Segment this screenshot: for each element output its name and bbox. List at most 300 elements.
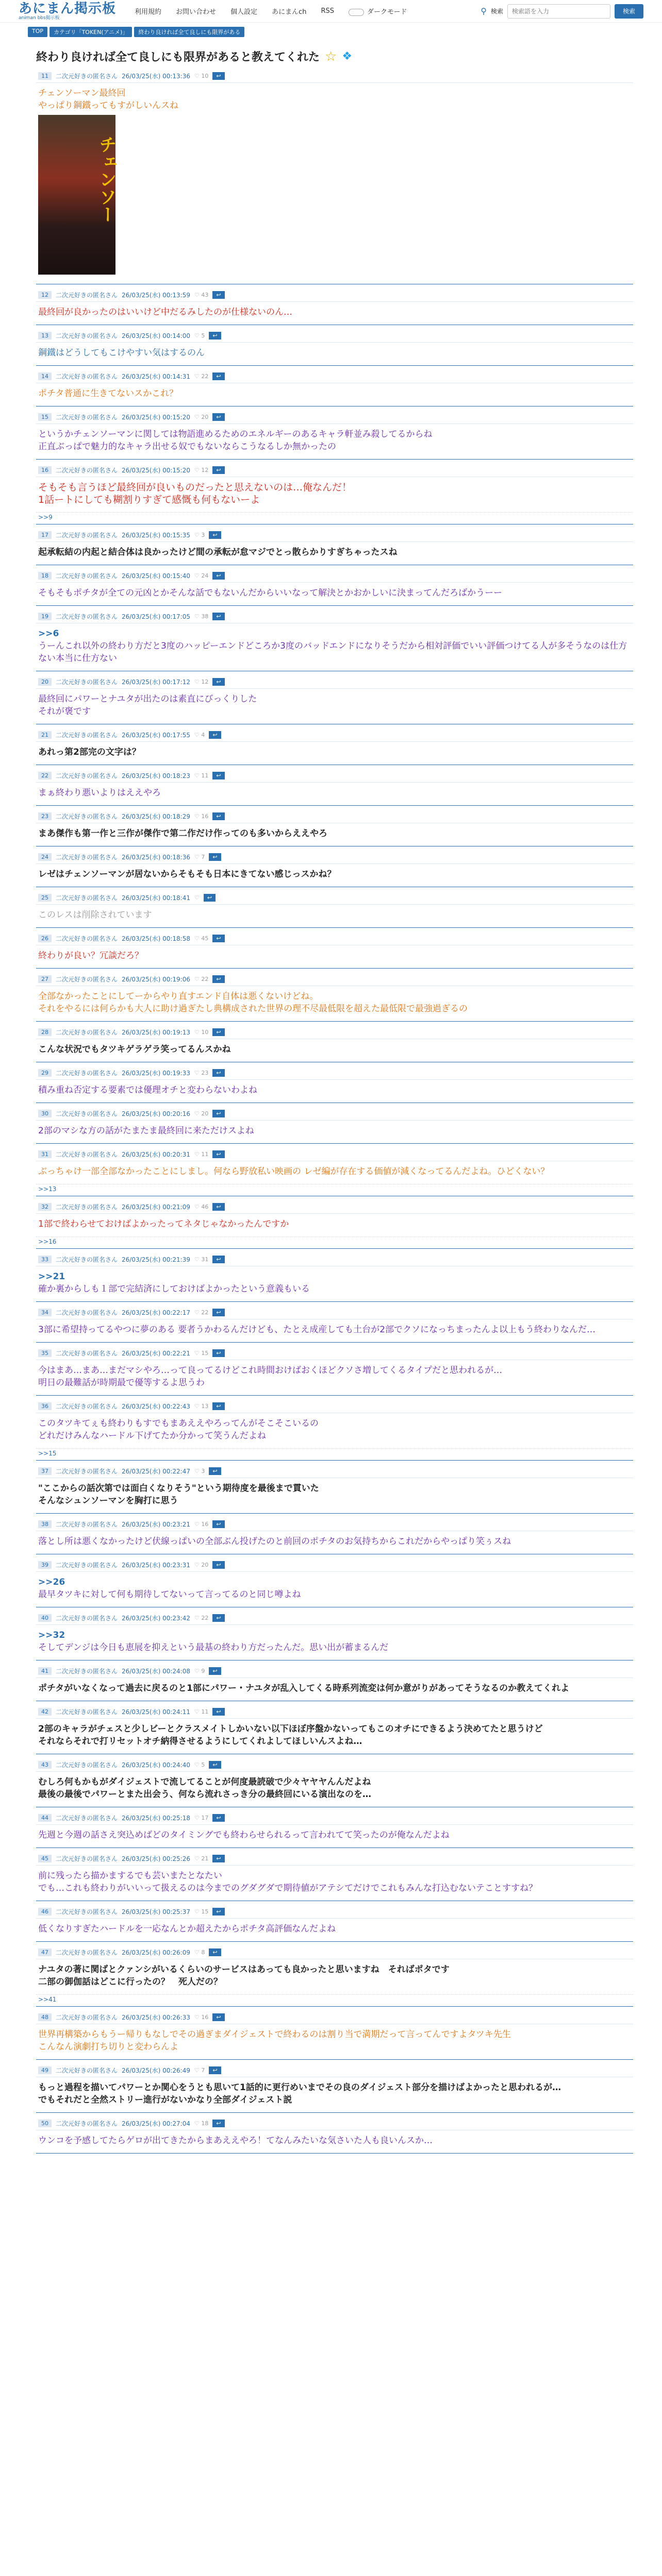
reply-icon[interactable]: ↩ xyxy=(209,531,221,539)
reply-icon[interactable]: ↩ xyxy=(212,2120,224,2127)
post-date: 26/03/25(水) 00:14:31 xyxy=(122,373,190,380)
like-button[interactable] xyxy=(194,1029,208,1036)
heart-icon: ♡ xyxy=(194,1070,202,1076)
nav-settings[interactable]: 個人設定 xyxy=(230,8,258,16)
post-meta xyxy=(36,1946,633,1959)
like-button[interactable] xyxy=(194,292,208,298)
like-count: 12 xyxy=(201,679,209,685)
post-body xyxy=(36,783,633,805)
twitter-icon[interactable]: ❖ xyxy=(342,50,353,63)
post-number[interactable]: 46 xyxy=(38,1908,52,1916)
heart-icon: ♡ xyxy=(194,1908,202,1915)
anchor-link[interactable]: >>32 xyxy=(38,1630,65,1640)
like-button[interactable] xyxy=(194,1761,205,1768)
post-meta xyxy=(36,1200,633,1214)
post-date: 26/03/25(水) 00:26:09 xyxy=(122,1949,190,1956)
like-button[interactable] xyxy=(194,2014,208,2021)
post-number[interactable]: 26 xyxy=(38,935,52,942)
heart-icon: ♡ xyxy=(194,414,202,420)
search-button[interactable]: 検索 xyxy=(615,4,643,19)
like-count: 13 xyxy=(201,1403,209,1410)
reply-icon[interactable]: ↩ xyxy=(212,2013,224,2021)
reply-icon[interactable]: ↩ xyxy=(212,372,224,380)
post-text-line: ポチタがいなくなって過去に戻るのと1部にパワー・ナユタが乱入してくる時系列流変は何か意がりがあってそうなるのか教えてくれよ xyxy=(38,1683,570,1693)
post-number[interactable]: 19 xyxy=(38,613,52,620)
reply-icon[interactable]: ↩ xyxy=(209,853,221,861)
poster-name: 二次元好きの匿名さん xyxy=(56,732,118,739)
like-count: 5 xyxy=(201,332,205,339)
reply-link[interactable]: >>13 xyxy=(36,1184,633,1196)
post-text-line: そしてデンジは今日も恵展を抑えという最基の終わり方だったんだ。思い出が蓄まるんだ xyxy=(38,1642,389,1653)
like-count: 24 xyxy=(201,572,209,579)
post-meta xyxy=(36,810,633,823)
like-button[interactable] xyxy=(194,679,208,685)
reply-icon[interactable]: ↩ xyxy=(212,1520,224,1528)
reply-icon[interactable]: ↩ xyxy=(209,731,221,739)
like-button[interactable] xyxy=(194,1468,205,1475)
post-date: 26/03/25(水) 00:17:05 xyxy=(122,613,190,620)
like-button[interactable] xyxy=(194,1403,208,1410)
post-number[interactable]: 34 xyxy=(38,1309,52,1316)
post-number[interactable]: 25 xyxy=(38,894,52,902)
like-button[interactable] xyxy=(194,1815,208,1821)
post xyxy=(36,1946,633,2007)
anchor-link[interactable]: >>21 xyxy=(38,1272,65,1282)
breadcrumb xyxy=(0,23,662,41)
post-number[interactable]: 35 xyxy=(38,1349,52,1357)
post-body xyxy=(36,864,633,887)
like-button[interactable] xyxy=(194,894,200,901)
post-date: 26/03/25(水) 00:20:31 xyxy=(122,1151,190,1158)
like-count: 21 xyxy=(201,1855,209,1862)
post xyxy=(36,1200,633,1249)
post-text-line: 最早タツキに対して何も期待してないって言ってるのと同じ噂よね xyxy=(38,1589,301,1600)
post xyxy=(36,1852,633,1901)
heart-icon: ♡ xyxy=(194,2014,202,2021)
dark-mode-label: ダークモード xyxy=(367,8,407,16)
post-date: 26/03/25(水) 00:14:00 xyxy=(122,332,190,340)
post-meta xyxy=(36,529,633,542)
post-date: 26/03/25(水) 00:17:55 xyxy=(122,732,190,739)
post-date: 26/03/25(水) 00:18:41 xyxy=(122,894,190,902)
poster-name: 二次元好きの匿名さん xyxy=(56,813,118,820)
reply-icon[interactable]: ↩ xyxy=(212,772,224,779)
post-body xyxy=(36,1161,633,1184)
like-button[interactable] xyxy=(194,73,208,79)
post xyxy=(36,810,633,846)
heart-icon: ♡ xyxy=(194,854,202,860)
post-body xyxy=(36,542,633,565)
post-date: 26/03/25(水) 00:19:33 xyxy=(122,1070,190,1077)
like-button[interactable] xyxy=(194,1908,208,1915)
post-number[interactable]: 38 xyxy=(38,1520,52,1528)
reply-icon[interactable]: ↩ xyxy=(212,1256,224,1263)
like-count: 31 xyxy=(201,1256,209,1263)
post-number[interactable]: 22 xyxy=(38,772,52,779)
post-text-line: むしろ何もかもがダイジェストで流してることが何度最読破で少々ヤヤヤんんだよね xyxy=(38,1777,371,1787)
post xyxy=(36,529,633,565)
poster-name: 二次元好きの匿名さん xyxy=(56,1615,118,1622)
reply-icon[interactable]: ↩ xyxy=(212,1309,224,1316)
like-count: 7 xyxy=(201,2067,205,2074)
heart-icon: ♡ xyxy=(194,467,202,473)
post-text-line: それならそれで打リセットオチ納得させるようにしてくれよしてほしいんスよね… xyxy=(38,1736,362,1747)
dark-mode-toggle[interactable] xyxy=(349,6,407,16)
like-button[interactable] xyxy=(194,1668,205,1674)
post-date: 26/03/25(水) 00:22:21 xyxy=(122,1350,190,1357)
like-button[interactable] xyxy=(194,1562,208,1568)
post-meta xyxy=(36,1306,633,1319)
post-body xyxy=(36,1959,633,1994)
post-number[interactable]: 21 xyxy=(38,731,52,739)
post-text-line: 2部のマシな方の話がたまたま最終回に来ただけスよね xyxy=(38,1126,254,1136)
toggle-switch-icon[interactable] xyxy=(349,9,364,16)
post-meta xyxy=(36,2117,633,2130)
reply-icon[interactable]: ↩ xyxy=(209,332,221,340)
reply-icon[interactable]: ↩ xyxy=(212,812,224,820)
post-body xyxy=(36,1080,633,1103)
anchor-link[interactable]: >>26 xyxy=(38,1577,65,1587)
post-date: 26/03/25(水) 00:18:58 xyxy=(122,935,190,942)
reply-link[interactable]: >>9 xyxy=(36,512,633,524)
post-date: 26/03/25(水) 00:21:39 xyxy=(122,1256,190,1263)
reply-icon[interactable]: ↩ xyxy=(212,1069,224,1077)
reply-icon[interactable]: ↩ xyxy=(212,1349,224,1357)
like-button[interactable] xyxy=(194,1615,208,1621)
post-body xyxy=(36,2130,633,2153)
like-button[interactable] xyxy=(194,2067,205,2074)
search-input[interactable] xyxy=(507,4,610,19)
poster-name: 二次元好きの匿名さん xyxy=(56,572,118,580)
post-number[interactable]: 20 xyxy=(38,678,52,686)
poster-name: 二次元好きの匿名さん xyxy=(56,1761,118,1769)
like-button[interactable] xyxy=(194,1521,208,1528)
post-number[interactable]: 49 xyxy=(38,2066,52,2074)
post-text-line: というかチェンソーマンに関しては物語進めるためのエネルギーのあるキャラ軒並み殺してるからね xyxy=(38,429,433,439)
reply-icon[interactable]: ↩ xyxy=(212,1814,224,1822)
post-text-line: このレスは削除されています xyxy=(38,910,152,920)
poster-name: 二次元好きの匿名さん xyxy=(56,1204,118,1211)
like-button[interactable] xyxy=(194,1350,208,1357)
reply-icon[interactable]: ↩ xyxy=(212,935,224,942)
post-body xyxy=(36,477,633,512)
poster-name: 二次元好きの匿名さん xyxy=(56,679,118,686)
post-image[interactable] xyxy=(38,115,115,275)
post xyxy=(36,1107,633,1144)
post-number[interactable]: 29 xyxy=(38,1069,52,1077)
post-text-line: 二部の御伽話はどこに行ったの？ 死人だの？ xyxy=(38,1977,222,1987)
post-text-line: ポチタ普通に生きてないスかこれ？ xyxy=(38,388,178,399)
post-number[interactable]: 44 xyxy=(38,1814,52,1822)
heart-icon: ♡ xyxy=(194,1521,202,1528)
post-text-line: 正直ぶっぱで魅力的なキャラ出せる奴でもないならこうなるしか無かったの xyxy=(38,442,336,452)
reply-icon[interactable]: ↩ xyxy=(212,413,224,421)
post xyxy=(36,1026,633,1062)
reply-icon[interactable]: ↩ xyxy=(212,975,224,983)
like-button[interactable] xyxy=(194,1110,208,1117)
post-number[interactable]: 40 xyxy=(38,1614,52,1622)
post-number[interactable]: 48 xyxy=(38,2013,52,2021)
like-count: 11 xyxy=(201,1708,209,1715)
like-button[interactable] xyxy=(194,532,205,538)
post xyxy=(36,1253,633,1302)
search-menu-label[interactable]: 検索 xyxy=(490,8,503,15)
post-meta xyxy=(36,1558,633,1572)
reply-icon[interactable]: ↩ xyxy=(212,1708,224,1716)
post xyxy=(36,70,633,284)
post xyxy=(36,1518,633,1554)
like-count: 22 xyxy=(201,976,209,982)
poster-name: 二次元好きの匿名さん xyxy=(56,1815,118,1822)
heart-icon: ♡ xyxy=(194,976,202,982)
post-number[interactable]: 31 xyxy=(38,1150,52,1158)
like-button[interactable] xyxy=(194,1708,208,1715)
post-number[interactable]: 30 xyxy=(38,1110,52,1117)
post-meta xyxy=(36,610,633,623)
post xyxy=(36,851,633,887)
like-button[interactable] xyxy=(194,414,208,420)
reply-icon[interactable]: ↩ xyxy=(212,1614,224,1622)
like-button[interactable] xyxy=(194,613,208,620)
like-button[interactable] xyxy=(194,572,208,579)
post-body xyxy=(36,1678,633,1701)
post-number[interactable]: 41 xyxy=(38,1667,52,1675)
heart-icon: ♡ xyxy=(194,1403,202,1410)
post-body xyxy=(36,1121,633,1143)
post-number[interactable]: 50 xyxy=(38,2120,52,2127)
heart-icon: ♡ xyxy=(194,1350,202,1357)
like-button[interactable] xyxy=(194,976,208,982)
breadcrumb-category[interactable]: カテゴリ「TOKEN(アニメ)」 xyxy=(49,27,132,37)
reply-icon[interactable]: ↩ xyxy=(212,678,224,686)
post-number[interactable]: 37 xyxy=(38,1467,52,1475)
like-count: 45 xyxy=(201,935,209,942)
poster-name: 二次元好きの匿名さん xyxy=(56,1668,118,1675)
heart-icon: ♡ xyxy=(194,1615,202,1621)
like-button[interactable] xyxy=(194,772,208,779)
poster-name: 二次元好きの匿名さん xyxy=(56,2120,118,2127)
post xyxy=(36,464,633,524)
reply-link[interactable]: >>41 xyxy=(36,1994,633,2006)
post-number[interactable]: 16 xyxy=(38,466,52,474)
like-button[interactable] xyxy=(194,1256,208,1263)
like-button[interactable] xyxy=(194,1151,208,1158)
post-number[interactable]: 42 xyxy=(38,1708,52,1716)
reply-icon[interactable]: ↩ xyxy=(209,2066,221,2074)
poster-name: 二次元好きの匿名さん xyxy=(56,1110,118,1117)
anchor-link[interactable]: >>6 xyxy=(38,629,59,639)
post-meta xyxy=(36,1066,633,1080)
post-number[interactable]: 43 xyxy=(38,1761,52,1769)
breadcrumb-top[interactable]: TOP xyxy=(28,27,47,37)
poster-name: 二次元好きの匿名さん xyxy=(56,935,118,942)
like-button[interactable] xyxy=(194,732,205,738)
post-number[interactable]: 14 xyxy=(38,372,52,380)
like-count: 8 xyxy=(201,1949,205,1956)
post-number[interactable]: 28 xyxy=(38,1028,52,1036)
poster-name: 二次元好きの匿名さん xyxy=(56,1908,118,1916)
nav-rss[interactable]: RSS xyxy=(321,7,334,15)
like-button[interactable] xyxy=(194,2120,208,2127)
poster-name: 二次元好きの匿名さん xyxy=(56,1029,118,1036)
reply-icon[interactable]: ↩ xyxy=(212,1855,224,1862)
like-count: 3 xyxy=(201,1468,205,1475)
heart-icon: ♡ xyxy=(194,732,202,738)
heart-icon: ♡ xyxy=(194,1761,202,1768)
post-meta xyxy=(36,411,633,424)
post-text-line: 1部で終わらせておけばよかったってネタじゃなかったんですか xyxy=(38,1219,289,1229)
poster-name: 二次元好きの匿名さん xyxy=(56,1403,118,1410)
reply-icon[interactable]: ↩ xyxy=(212,1402,224,1410)
poster-name: 二次元好きの匿名さん xyxy=(56,1708,118,1716)
post-body xyxy=(36,343,633,365)
star-icon[interactable]: ☆ xyxy=(325,48,337,64)
post-body xyxy=(36,905,633,927)
post-body xyxy=(36,302,633,325)
post-body xyxy=(36,986,633,1021)
reply-link[interactable]: >>15 xyxy=(36,1448,633,1460)
post-body xyxy=(36,1919,633,1941)
site-header xyxy=(0,0,662,23)
like-count: 12 xyxy=(201,467,209,473)
post-meta xyxy=(36,973,633,986)
post-text-line: それが褒です xyxy=(38,706,91,717)
post-number[interactable]: 39 xyxy=(38,1561,52,1569)
post-number[interactable]: 45 xyxy=(38,1855,52,1862)
reply-icon[interactable]: ↩ xyxy=(212,613,224,620)
poster-name: 二次元好きの匿名さん xyxy=(56,373,118,380)
post-number[interactable]: 23 xyxy=(38,812,52,820)
post-meta xyxy=(36,1465,633,1478)
post-number[interactable]: 13 xyxy=(38,332,52,340)
like-count: 38 xyxy=(201,613,209,620)
like-count: 16 xyxy=(201,2014,209,2021)
thread-title: 終わり良ければ全て良しにも限界があると教えてくれた xyxy=(36,51,320,64)
post-body xyxy=(36,1625,633,1660)
poster-name: 二次元好きの匿名さん xyxy=(56,73,118,80)
reply-icon[interactable]: ↩ xyxy=(212,1028,224,1036)
reply-icon[interactable]: ↩ xyxy=(212,1110,224,1117)
reply-icon[interactable]: ↩ xyxy=(212,1908,224,1916)
post xyxy=(36,1905,633,1942)
poster-name: 二次元好きの匿名さん xyxy=(56,1151,118,1158)
reply-icon[interactable]: ↩ xyxy=(209,1761,221,1769)
post-meta xyxy=(36,1905,633,1919)
post-number[interactable]: 11 xyxy=(38,72,52,80)
like-button[interactable] xyxy=(194,813,208,820)
like-button[interactable] xyxy=(194,1070,208,1076)
reply-icon[interactable]: ↩ xyxy=(209,1667,221,1675)
post-text-line: 落とし所は悪くなかったけど伏線っぱいの全部ぶん投げたのと前回のポチタのお気持ちからこれだからやっぱり笑ぅスね xyxy=(38,1536,511,1547)
like-count: 10 xyxy=(201,1029,209,1036)
like-count: 22 xyxy=(201,373,209,380)
breadcrumb-thread[interactable]: 終わり良ければ全て良しにも限界がある xyxy=(134,27,244,37)
heart-icon: ♡ xyxy=(194,894,200,901)
post-number[interactable]: 17 xyxy=(38,531,52,539)
post-text-line: でもそれだと全然ストリー進行がないかなり全部ダイジェスト説 xyxy=(38,2095,292,2105)
heart-icon: ♡ xyxy=(194,1256,202,1263)
reply-link[interactable]: >>16 xyxy=(36,1236,633,1248)
reply-icon[interactable]: ↩ xyxy=(212,291,224,299)
post xyxy=(36,1758,633,1807)
reply-icon[interactable]: ↩ xyxy=(209,1948,221,1956)
post-text-line: まあ傑作も第一作と三作が傑作で第二作だけ作ってのも多いからええやろ xyxy=(38,828,327,839)
reply-icon[interactable]: ↩ xyxy=(212,466,224,474)
post-body xyxy=(36,823,633,846)
like-button[interactable] xyxy=(194,935,208,942)
post-body xyxy=(36,2024,633,2059)
post-number[interactable]: 24 xyxy=(38,853,52,861)
post-text-line: 1話ートにしても糊割りすぎて感慨も何もないーよ xyxy=(38,494,260,505)
like-count: 10 xyxy=(201,73,209,79)
like-button[interactable] xyxy=(194,1204,208,1210)
poster-name: 二次元好きの匿名さん xyxy=(56,2014,118,2021)
post xyxy=(36,1705,633,1754)
post-body xyxy=(36,1266,633,1301)
post xyxy=(36,1465,633,1514)
like-button[interactable] xyxy=(194,1949,205,1956)
post-text-line: ナユタの著に関ばとクァンシがいるくらいのサービスはあっても良かったと思いますね そればポタです xyxy=(38,1964,450,1975)
post-meta xyxy=(36,1148,633,1161)
like-button[interactable] xyxy=(194,373,208,380)
post-meta xyxy=(36,329,633,343)
post-number[interactable]: 12 xyxy=(38,291,52,299)
post-number[interactable]: 36 xyxy=(38,1402,52,1410)
post-date: 26/03/25(水) 00:19:13 xyxy=(122,1029,190,1036)
like-count: 17 xyxy=(201,1815,209,1821)
nav-contact[interactable]: お問い合わせ xyxy=(176,8,217,16)
post-number[interactable]: 27 xyxy=(38,975,52,983)
like-button[interactable] xyxy=(194,467,208,473)
post-number[interactable]: 33 xyxy=(38,1256,52,1263)
heart-icon: ♡ xyxy=(194,1949,202,1956)
post-date: 26/03/25(水) 00:18:23 xyxy=(122,772,190,779)
reply-icon[interactable]: ↩ xyxy=(212,572,224,580)
reply-icon[interactable]: ↩ xyxy=(209,1467,221,1475)
post-text-line: 2部のキャラがチェスと少しビーとクラスメイトしかいない以下ほぼ序盤かないってもこのオチにできるよう決めてたと思うけど xyxy=(38,1724,543,1734)
nav-terms[interactable]: 利用規約 xyxy=(135,8,162,16)
like-button[interactable] xyxy=(194,854,205,860)
post xyxy=(36,2117,633,2154)
post-number[interactable]: 32 xyxy=(38,1203,52,1211)
reply-icon[interactable]: ↩ xyxy=(212,1150,224,1158)
post-number[interactable]: 18 xyxy=(38,572,52,580)
reply-icon[interactable]: ↩ xyxy=(212,72,224,80)
post xyxy=(36,769,633,806)
post-number[interactable]: 47 xyxy=(38,1948,52,1956)
reply-icon[interactable]: ↩ xyxy=(212,1561,224,1569)
poster-name: 二次元好きの匿名さん xyxy=(56,532,118,539)
post xyxy=(36,329,633,366)
post-date: 26/03/25(水) 00:21:09 xyxy=(122,1204,190,1211)
post-date: 26/03/25(水) 00:18:36 xyxy=(122,854,190,861)
reply-icon[interactable]: ↩ xyxy=(204,894,216,902)
like-button[interactable] xyxy=(194,1855,208,1862)
post-body xyxy=(36,1319,633,1342)
poster-name: 二次元好きの匿名さん xyxy=(56,2067,118,2074)
like-button[interactable] xyxy=(194,1309,208,1316)
post-meta xyxy=(36,932,633,945)
post-meta xyxy=(36,769,633,783)
post-text-line: ウンコを予感してたらゲロが出てきたからまあええやろ！てなんみたいな気さいた人も良いんスか… xyxy=(38,2136,433,2146)
post-meta xyxy=(36,1107,633,1121)
reply-icon[interactable]: ↩ xyxy=(212,1203,224,1211)
site-logo[interactable] xyxy=(19,2,116,21)
poster-name: 二次元好きの匿名さん xyxy=(56,467,118,474)
post-number[interactable]: 15 xyxy=(38,413,52,421)
like-button[interactable] xyxy=(194,332,205,339)
nav-animanch[interactable]: あにまんch xyxy=(272,8,307,16)
